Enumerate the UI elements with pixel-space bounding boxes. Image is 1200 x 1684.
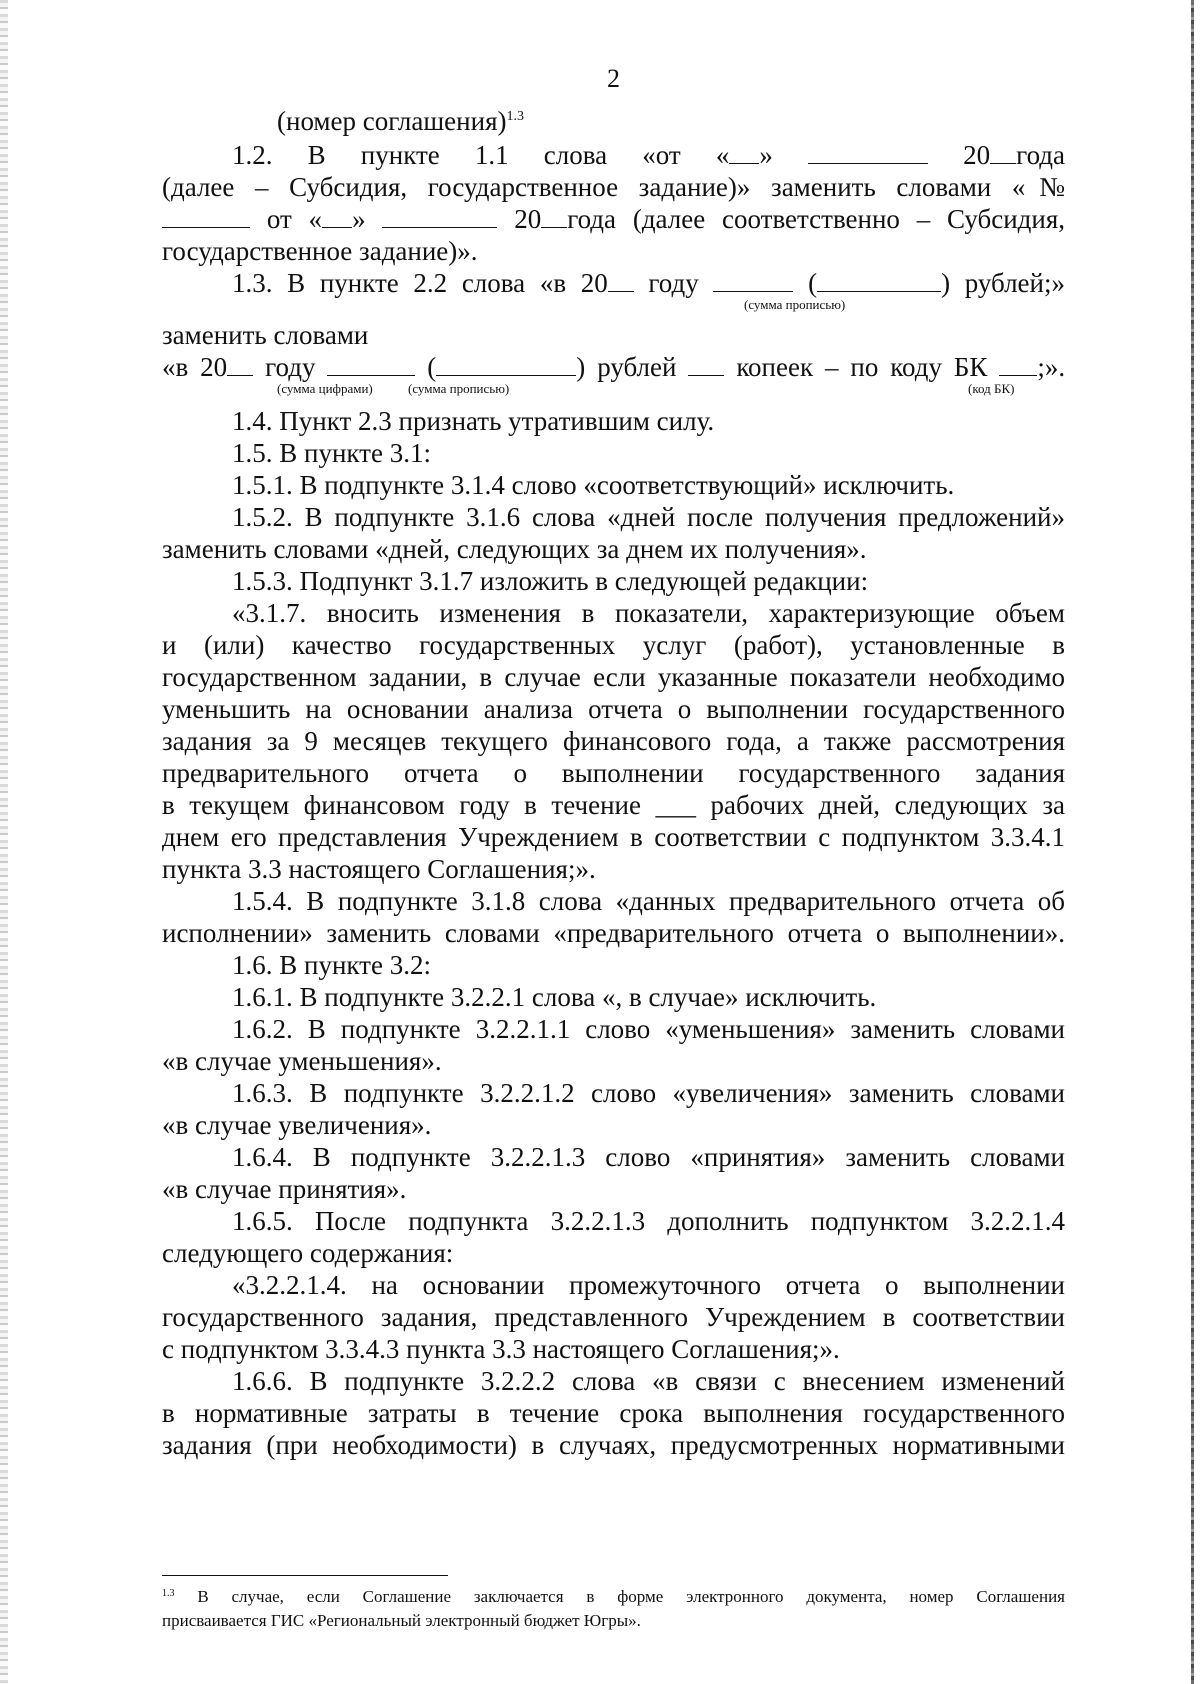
line-1-5-2-cont: заменить словами «дней, следующих за днем их получения». (162, 534, 867, 564)
blank-year-2 (541, 205, 567, 228)
footnote-marker: 1.3 (162, 1588, 175, 1599)
blank-kopecks (688, 353, 724, 376)
blank-bk (999, 353, 1037, 376)
line-1-6: 1.6. В пункте 3.2: (232, 950, 431, 980)
line-1-6-4-cont: «в случае принятия». (162, 1174, 407, 1204)
line-1-5-3: 1.5.3. Подпункт 3.1.7 изложить в следующей редакции: (232, 566, 869, 596)
line-1-5-4: 1.5.4. В подпункте 3.1.8 слова «данных предварительного отчета об (232, 886, 1065, 916)
line-3-1-7-c: государственном задании, в случае если указанные показатели необходимо (162, 662, 1065, 692)
line-1-6-3-cont: «в случае увеличения». (162, 1110, 432, 1140)
blank-month (808, 141, 928, 164)
line-3-1-7-g: в текущем финансовом году в течение ___ рабочих дней, следующих за (162, 790, 1065, 820)
line-3-1-7: «3.1.7. вносить изменения в показатели, характеризующие объем (232, 598, 1065, 628)
blank-year (990, 141, 1016, 164)
blank-sum-digits (713, 269, 793, 292)
p1-2-line-3: от « » 20 года (далее соответственно – Субсидия, (162, 204, 1065, 234)
p1-2-line-2: (далее – Субсидия, государственное задание)» заменить словами «№ (162, 172, 1065, 202)
line-1-6-1: 1.6.1. В подпункте 3.2.2.1 слова «, в случае» исключить. (232, 982, 877, 1012)
line-3-1-7-f: предварительного отчета о выполнении государственного задания (162, 758, 1065, 788)
line-1-6-6-c: задания (при необходимости) в случаях, предусмотренных нормативными (162, 1430, 1065, 1460)
line-1-6-2: 1.6.2. В подпункте 3.2.2.1.1 слово «уменьшения» заменить словами (232, 1014, 1065, 1044)
document-page (162, 0, 1065, 1684)
note-sum-words-2: (сумма прописью) (408, 381, 510, 396)
p1-2-line-4: государственное задание)». (162, 236, 478, 266)
blank-sum-digits-2 (327, 353, 415, 376)
blank-sum-words (817, 269, 941, 292)
line-3-2-2-1-4-c: с подпунктом 3.3.4.3 пункта 3.3 настоящего Соглашения;». (162, 1334, 840, 1364)
line-1-4: 1.4. Пункт 2.3 признать утратившим силу. (232, 406, 715, 436)
line-1-6-2-cont: «в случае уменьшения». (162, 1046, 442, 1076)
agreement-number-caption: (номер соглашения)$^{1.3}$ (277, 106, 524, 136)
footnote-ref: 1.3 (506, 109, 524, 124)
p1-2-line-1: 1.2. В пункте 1.1 слова «от « » 20 года (232, 140, 1066, 170)
note-bk-code: (код БК) (968, 381, 1015, 396)
footnote-divider (162, 1575, 448, 1576)
blank-day (729, 141, 759, 164)
line-1-6-5: 1.6.5. После подпункта 3.2.2.1.3 дополнить подпунктом 3.2.2.1.4 (232, 1206, 1065, 1236)
p1-3-line-2: заменить словами (162, 320, 369, 350)
line-1-6-3: 1.6.3. В подпункте 3.2.2.1.2 слово «увеличения» заменить словами (232, 1078, 1065, 1108)
page-number: 2 (607, 64, 620, 93)
line-3-1-7-e: задания за 9 месяцев текущего финансового года, а также рассмотрения (162, 726, 1065, 756)
scan-edge-right (1191, 0, 1194, 1684)
blank-day-2 (322, 205, 352, 228)
line-1-6-5-cont: следующего содержания: (162, 1238, 454, 1268)
scan-edge-left (0, 0, 8, 1684)
blank-month-2 (382, 205, 497, 228)
line-1-5-1: 1.5.1. В подпункте 3.1.4 слово «соответствующий» исключить. (232, 470, 955, 500)
blank-sum-words-2 (436, 353, 576, 376)
blank-year-4 (227, 353, 253, 376)
line-3-2-2-1-4: «3.2.2.1.4. на основании промежуточного отчета о выполнении (232, 1270, 1065, 1300)
line-1-5-4-cont: исполнении» заменить словами «предварительного отчета о выполнении». (162, 918, 1065, 948)
line-3-2-2-1-4-b: государственного задания, представленного Учреждением в соответствии (162, 1302, 1065, 1332)
footnote-line-2: присваивается ГИС «Региональный электронный бюджет Югры». (162, 1611, 641, 1630)
blank-year-3 (608, 269, 634, 292)
p1-3-line-3: «в 20 году ( ) рублей копеек – по коду БК ;». (162, 352, 1066, 382)
line-1-5: 1.5. В пункте 3.1: (232, 438, 431, 468)
note-sum-words: (сумма прописью) (744, 297, 846, 312)
line-1-6-6: 1.6.6. В подпункте 3.2.2.2 слова «в связи с внесением изменений (232, 1366, 1065, 1396)
line-3-1-7-d: уменьшить на основании анализа отчета о выполнении государственного (162, 694, 1065, 724)
note-sum-digits: (сумма цифрами) (277, 381, 373, 396)
p1-3-line-1: 1.3. В пункте 2.2 слова «в 20 году ( ) рублей;» (232, 268, 1065, 298)
line-3-1-7-i: пункта 3.3 настоящего Соглашения;». (162, 854, 596, 884)
line-3-1-7-b: и (или) качество государственных услуг (работ), установленные в (162, 630, 1065, 660)
footnote-line-1: $^{1.3}$ В случае, если Соглашение заключается в форме электронного документа, номер Соглашения (162, 1587, 1065, 1606)
blank-number (162, 205, 250, 228)
line-1-6-6-b: в нормативные затраты в течение срока выполнения государственного (162, 1398, 1065, 1428)
line-3-1-7-h: днем его представления Учреждением в соответствии с подпунктом 3.3.4.1 (162, 822, 1065, 852)
line-1-6-4: 1.6.4. В подпункте 3.2.2.1.3 слово «принятия» заменить словами (232, 1142, 1065, 1172)
line-1-5-2: 1.5.2. В подпункте 3.1.6 слова «дней после получения предложений» (232, 502, 1065, 532)
